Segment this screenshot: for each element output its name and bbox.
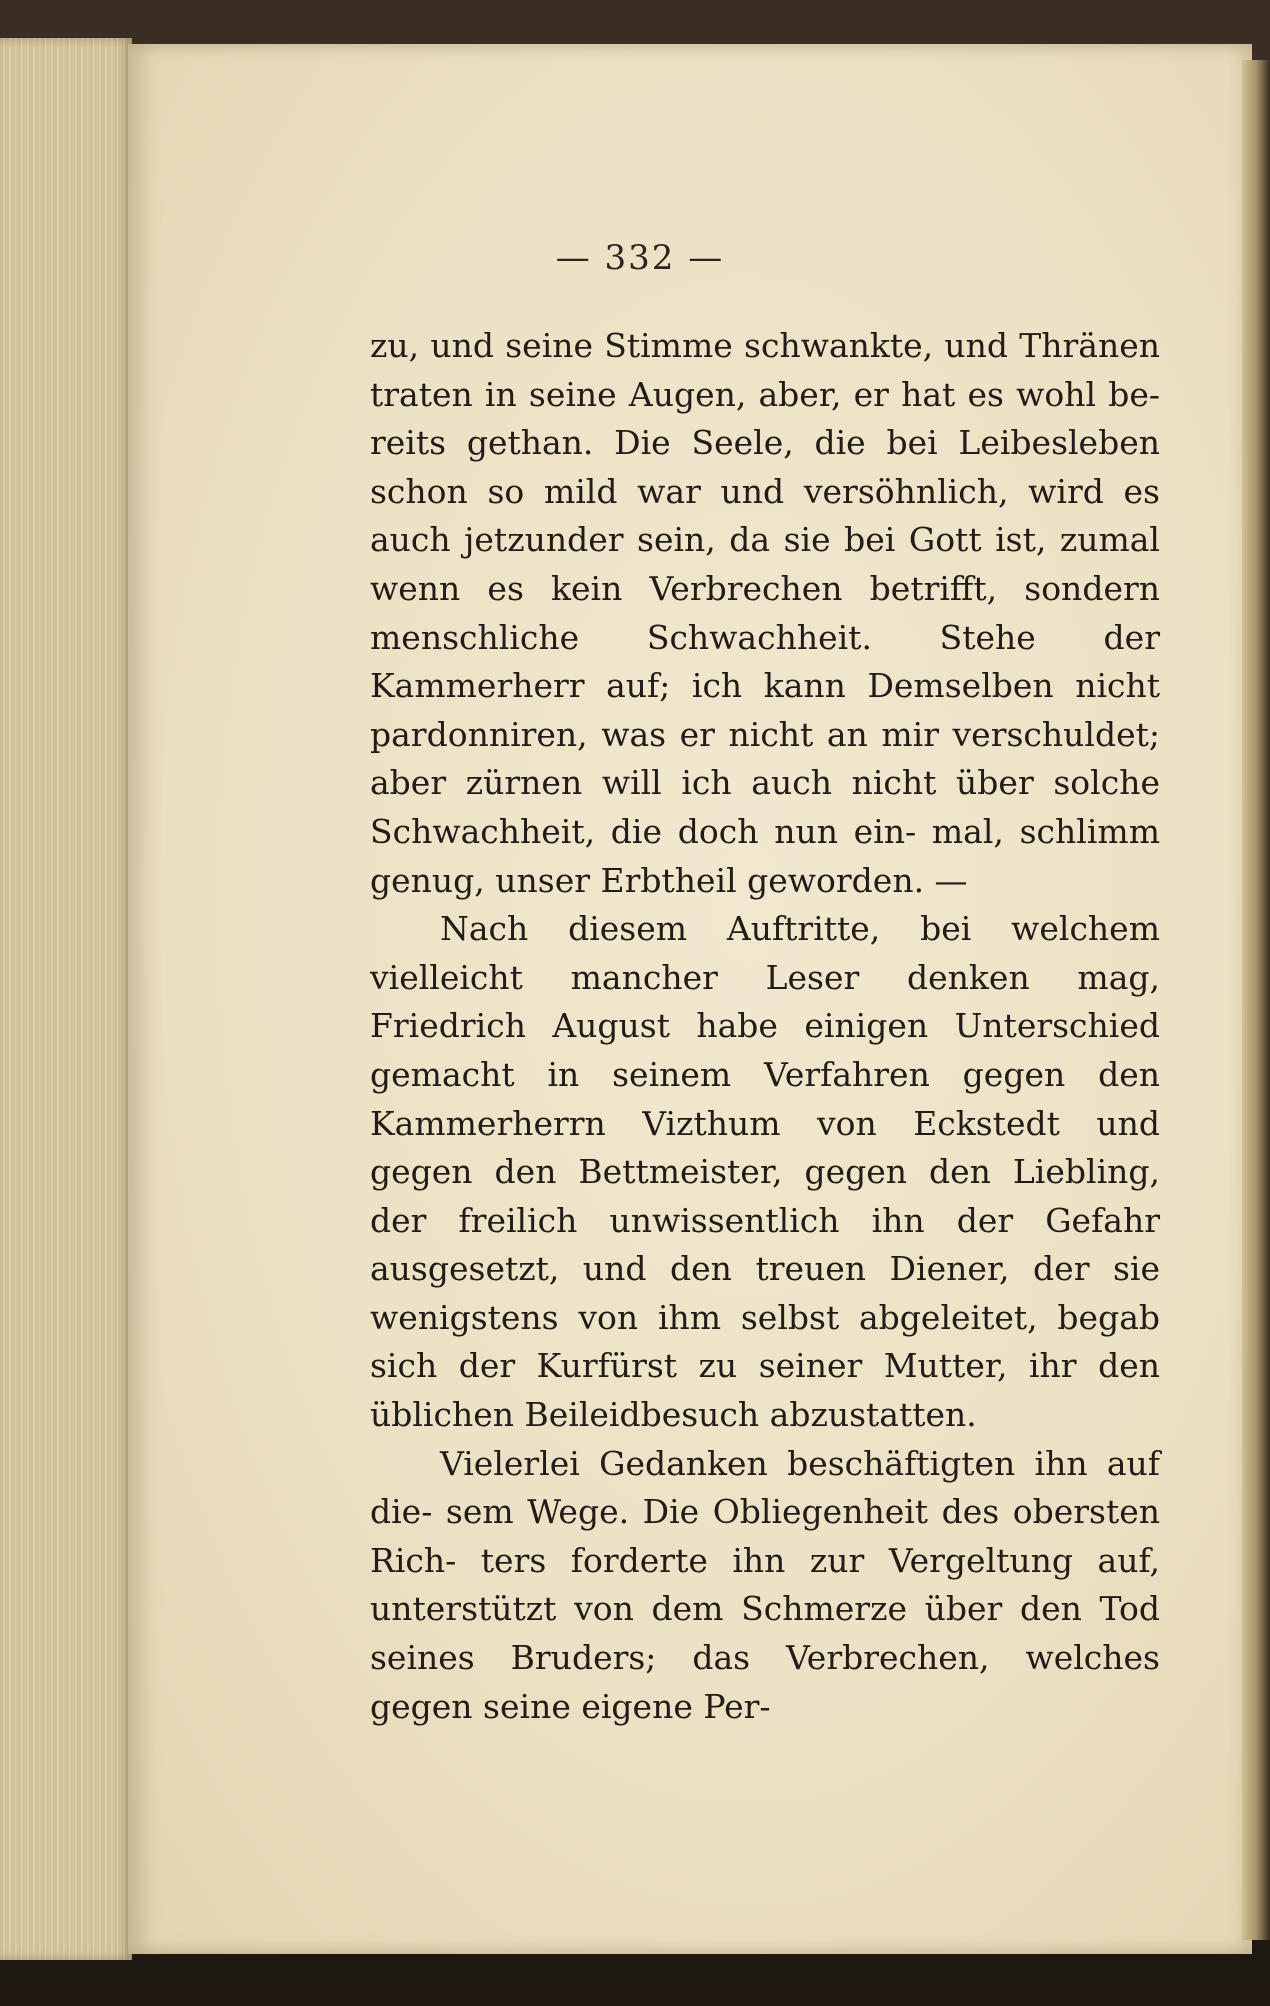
paragraph-2: Nach diesem Auftritte, bei welchem vielleicht mancher Leser denken mag, Friedrich August habe einigen Unterschied gemacht in seinem Verfahren gegen den Kammerherrn Vizthum von Eckstedt und gegen den Bettmeister, gegen den Liebling, der freilich unwissentlich ihn der Gefahr ausgesetzt, und den treuen Diener, der sie wenigstens von ihm selbst abgeleitet, begab sich der Kurfürst zu seiner Mutter, ihr den üblichen Beileidbesuch abzustatten. (370, 909, 1160, 1435)
body-text (370, 322, 1160, 1731)
binding-edge (1242, 60, 1270, 1940)
page-stack-edge (0, 38, 132, 1960)
paragraph-1: zu, und seine Stimme schwankte, und Thränen traten in seine Augen, aber, er hat es wohl be- reits gethan. Die Seele, die bei Leibesleben schon so mild war und versöhnlich, wird es auch jetzunder sein, da sie bei Gott ist, zumal wenn es kein Verbrechen betrifft, sondern menschliche Schwachheit. Stehe der Kammerherr auf; ich kann Demselben nicht pardonniren, was er nicht an mir verschuldet; aber zürnen will ich auch nicht über solche Schwachheit, die doch nun ein- mal, schlimm genug, unser Erbtheil geworden. — (370, 326, 1160, 900)
page-number: — 332 — (555, 238, 725, 278)
paragraph-3: Vielerlei Gedanken beschäftigten ihn auf die- sem Wege. Die Obliegenheit des obersten Rich- ters forderte ihn zur Vergeltung auf, unterstützt von dem Schmerze über den Tod seines Bruders; das Verbrechen, welches gegen seine eigene Per- (370, 1443, 1160, 1726)
